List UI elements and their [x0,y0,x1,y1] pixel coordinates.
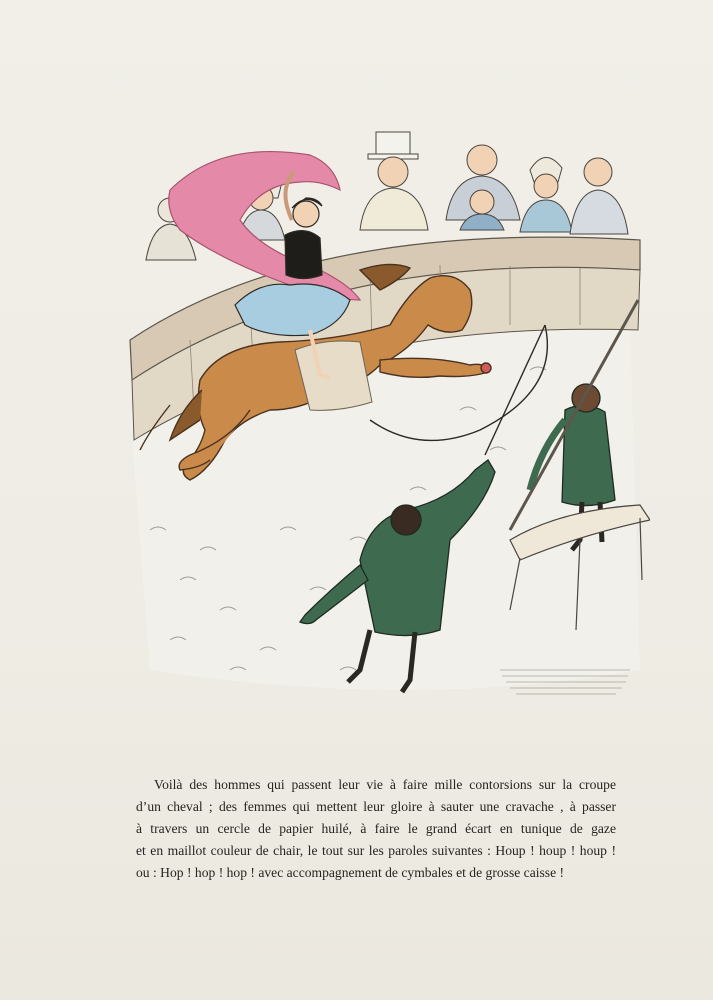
circus-illustration [110,110,650,720]
caption-line: Voilà des hommes qui passent leur vie à faire mille contorsions sur la croupe [154,777,616,792]
spectator-top-hat [360,132,428,230]
spectator-bonnet-right [520,157,572,232]
caption-line: à travers un cercle de papier huilé, à faire le grand écart en tunique de gaze [136,821,616,836]
caption-line: d’un cheval ; des femmes qui mettent leur gloire à sauter une cravache , à passer [136,799,616,814]
spectator-far-right [570,158,628,234]
caption-line: et en maillot couleur de chair, le tout sur les paroles suivantes : Houp ! houp ! houp ! [136,843,616,858]
caption-paragraph [136,774,616,884]
caption-line: ou : Hop ! hop ! hop ! avec accompagnement de cymbales et de grosse caisse ! [136,865,565,880]
